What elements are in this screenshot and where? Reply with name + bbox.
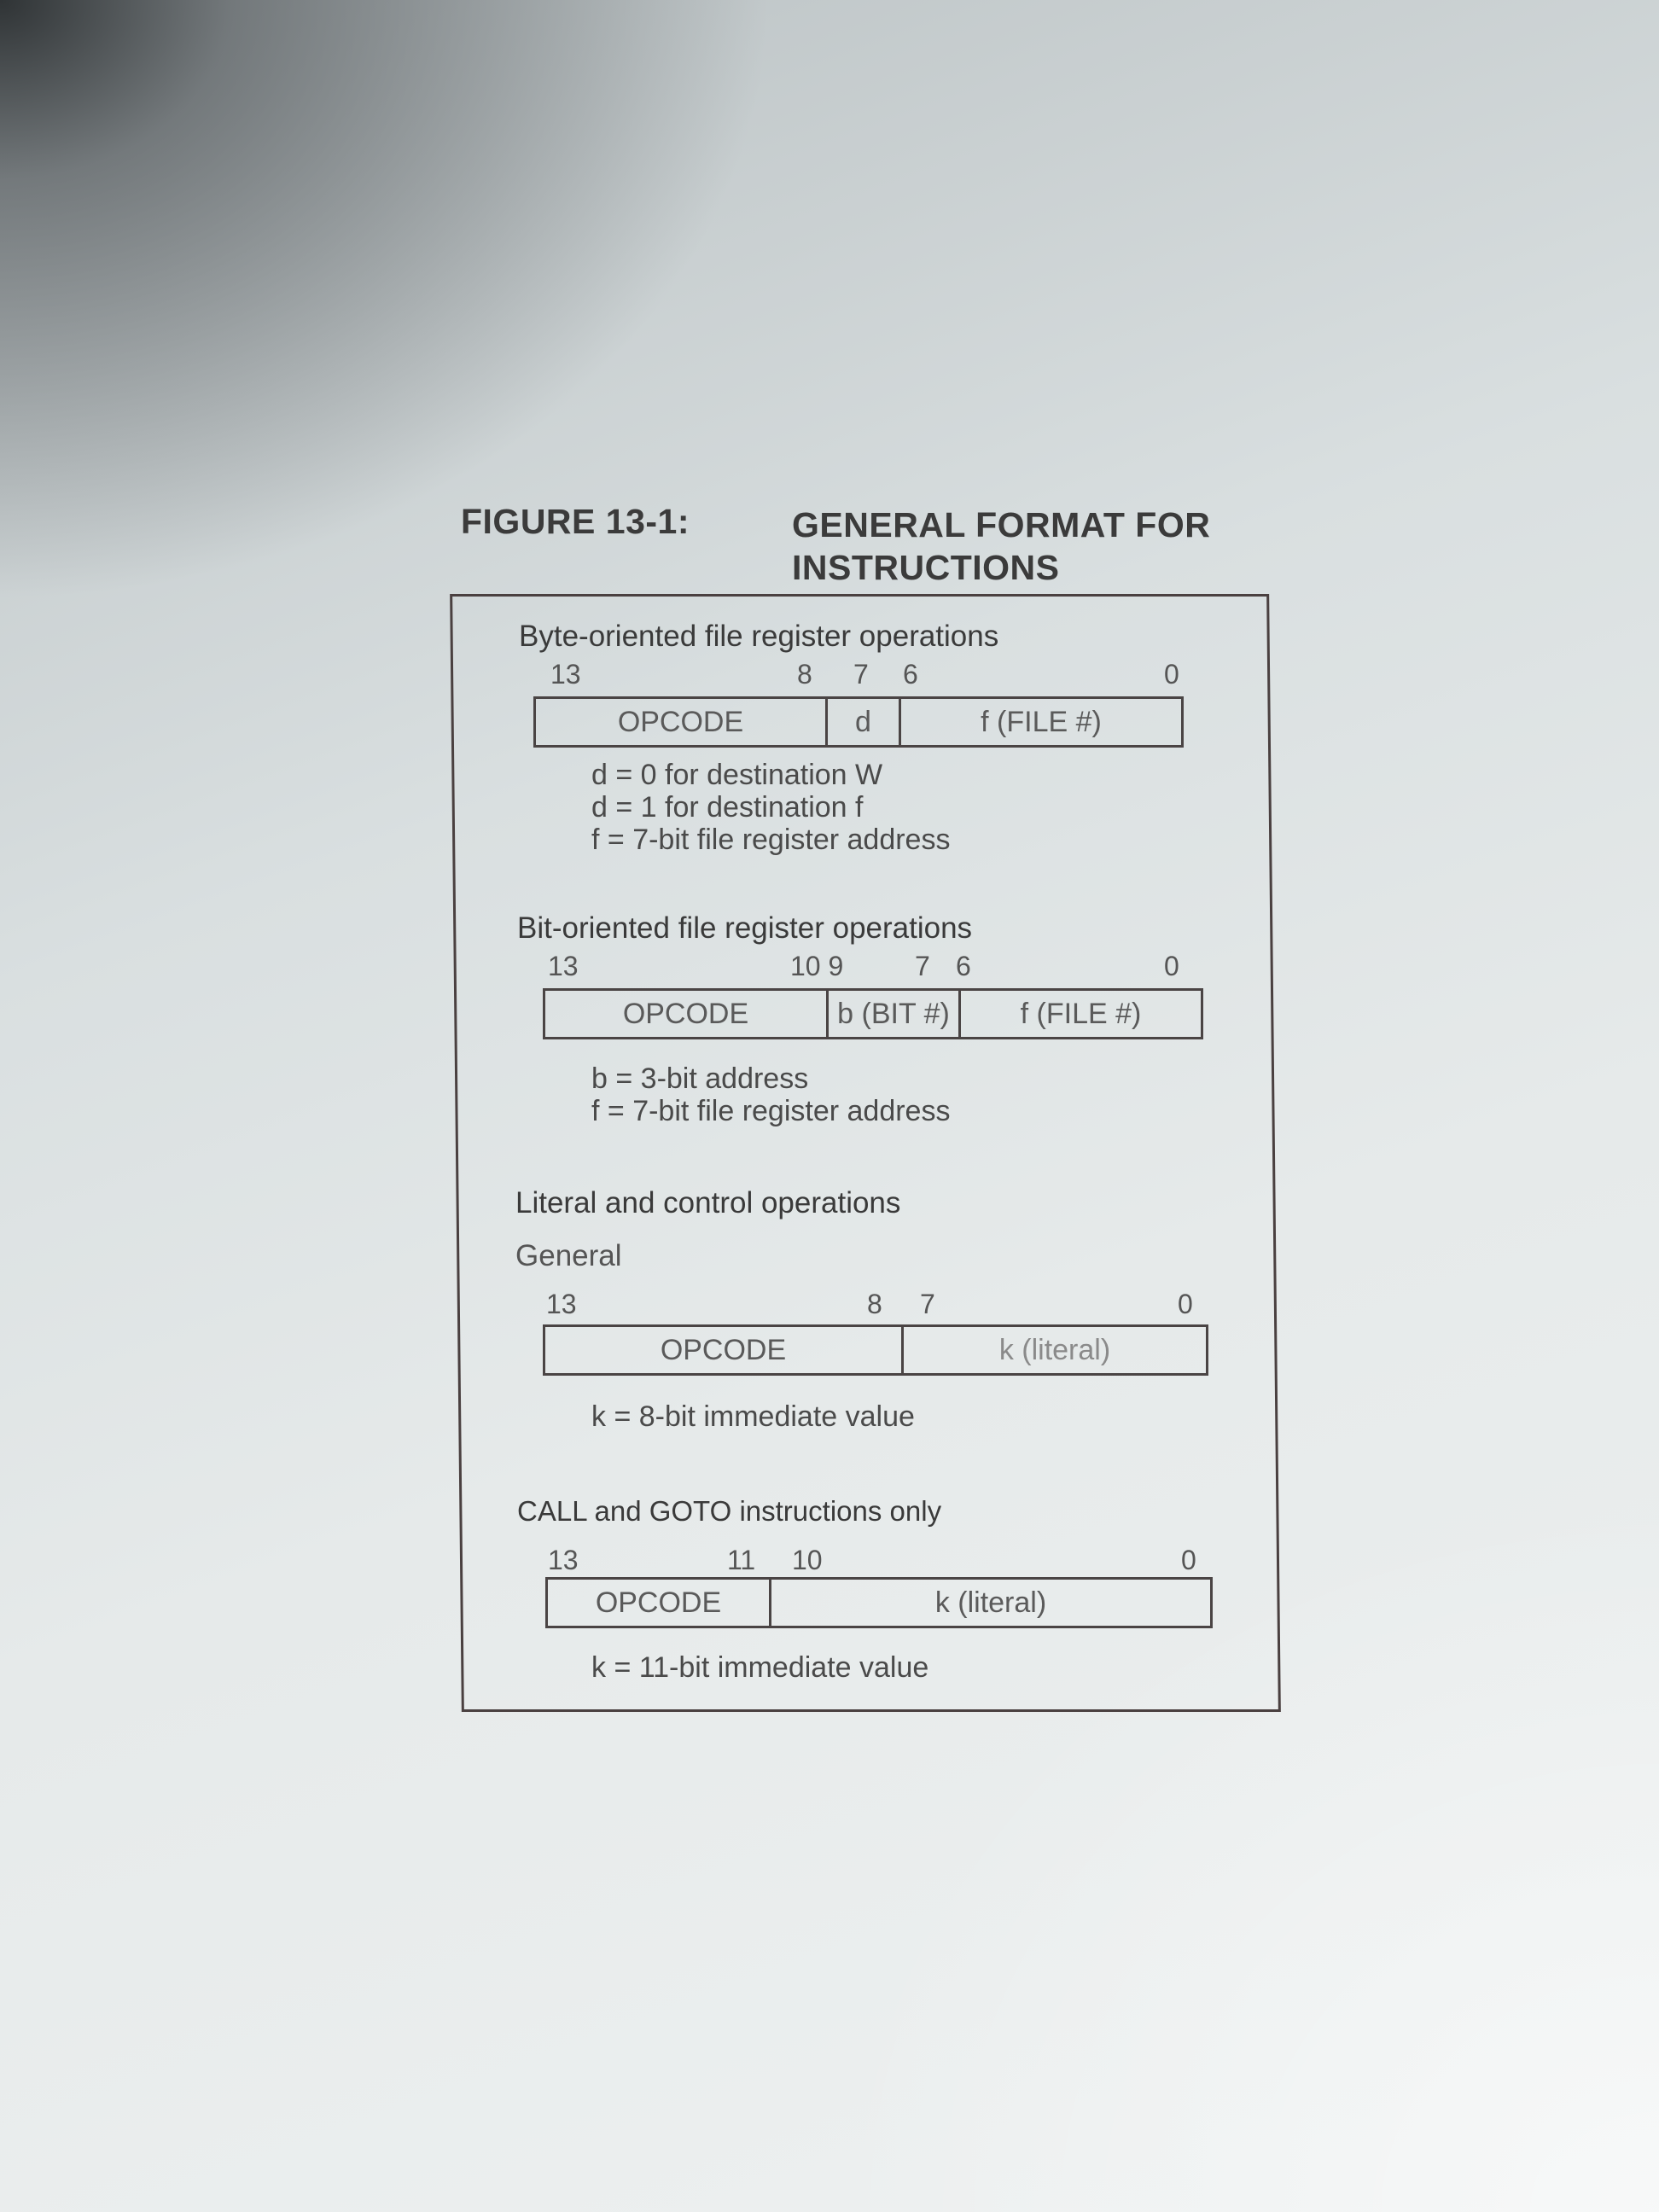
figure-title-line2: INSTRUCTIONS <box>792 548 1060 587</box>
bit-label-13: 13 <box>548 1545 579 1575</box>
bit-label-11: 11 <box>727 1545 756 1575</box>
byte-oriented-format <box>533 696 1184 748</box>
bit-oriented-format <box>543 988 1203 1039</box>
bit-label-8: 8 <box>797 659 812 690</box>
call-goto-format <box>545 1577 1213 1628</box>
bit-label-13: 13 <box>550 659 581 690</box>
figure-title <box>792 504 1210 589</box>
opcode-field: OPCODE <box>548 1580 771 1626</box>
bit-label-0: 0 <box>1164 951 1179 981</box>
bit-label-6: 6 <box>956 951 971 981</box>
bit-label-6: 6 <box>903 659 918 690</box>
opcode-field: OPCODE <box>545 991 829 1037</box>
bit-note-2: f = 7-bit file register address <box>591 1095 951 1127</box>
literal-field: k (literal) <box>998 1333 1111 1366</box>
general-note: k = 8-bit immediate value <box>591 1400 915 1433</box>
bit-label-8: 8 <box>867 1289 882 1319</box>
bit-label-0: 0 <box>1164 659 1179 690</box>
byte-oriented-heading: Byte-oriented file register operations <box>519 620 999 653</box>
byte-note-3: f = 7-bit file register address <box>591 824 951 856</box>
figure-label: FIGURE 13-1: <box>461 502 690 541</box>
bit-label-10: 10 <box>792 1545 823 1575</box>
opcode-field: OPCODE <box>545 1327 904 1373</box>
literal-field: k (literal) <box>934 1586 1047 1619</box>
figure-title-line1: GENERAL FORMAT FOR <box>792 505 1211 544</box>
bit-label-7: 7 <box>920 1289 935 1319</box>
literal-general-format <box>543 1324 1208 1376</box>
bit-label-13: 13 <box>546 1289 577 1319</box>
byte-note-2: d = 1 for destination f <box>591 791 864 824</box>
bit-number-field: b (BIT #) <box>829 991 961 1037</box>
call-goto-note: k = 11-bit immediate value <box>591 1651 929 1684</box>
call-goto-heading: CALL and GOTO instructions only <box>517 1495 942 1527</box>
d-field: d <box>828 699 901 745</box>
bit-label-0: 0 <box>1181 1545 1196 1575</box>
general-subheading: General <box>515 1239 622 1272</box>
file-field: f (FILE #) <box>1020 997 1142 1030</box>
bit-label-13: 13 <box>548 951 579 981</box>
byte-note-1: d = 0 for destination W <box>591 759 883 791</box>
bit-label-7: 7 <box>915 951 930 981</box>
bit-oriented-heading: Bit-oriented file register operations <box>517 911 973 945</box>
opcode-field: OPCODE <box>536 699 828 745</box>
bit-note-1: b = 3-bit address <box>591 1062 809 1095</box>
bit-label-7: 7 <box>853 659 869 690</box>
bit-label-10-9: 10 9 <box>790 951 844 981</box>
bit-label-0: 0 <box>1178 1289 1193 1319</box>
literal-control-heading: Literal and control operations <box>515 1186 901 1220</box>
file-field: f (FILE #) <box>981 705 1102 738</box>
